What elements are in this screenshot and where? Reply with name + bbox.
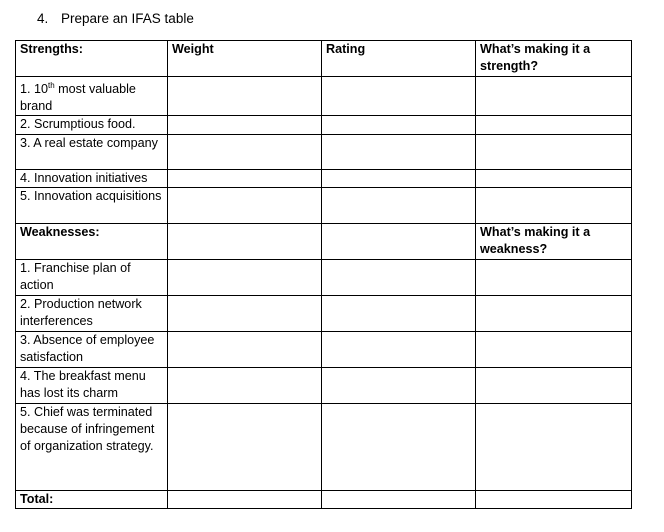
rating-cell[interactable] — [322, 224, 476, 260]
weakness-item-3: 3. Absence of employee satisfaction — [16, 332, 168, 368]
header-rating: Rating — [322, 41, 476, 77]
rating-cell[interactable] — [322, 188, 476, 224]
rating-cell[interactable] — [322, 116, 476, 135]
rating-cell[interactable] — [322, 296, 476, 332]
rating-cell[interactable] — [322, 170, 476, 188]
table-row — [16, 188, 632, 224]
rating-cell[interactable] — [322, 368, 476, 404]
weakness-item-5: 5. Chief was terminated because of infringement of organization strategy. — [16, 404, 168, 491]
reason-cell[interactable] — [476, 135, 632, 170]
table-row — [16, 260, 632, 296]
strength-item-4: 4. Innovation initiatives — [16, 170, 168, 188]
rating-cell[interactable] — [322, 135, 476, 170]
weight-cell[interactable] — [168, 77, 322, 116]
rating-cell[interactable] — [322, 332, 476, 368]
reason-cell[interactable] — [476, 296, 632, 332]
strength-item-3: 3. A real estate company — [16, 135, 168, 170]
ifas-table — [15, 40, 632, 509]
weakness-item-1: 1. Franchise plan of action — [16, 260, 168, 296]
weight-cell[interactable] — [168, 170, 322, 188]
header-strengths: Strengths: — [16, 41, 168, 77]
table-row — [16, 332, 632, 368]
reason-cell[interactable] — [476, 77, 632, 116]
weakness-item-2: 2. Production network interferences — [16, 296, 168, 332]
header-weight: Weight — [168, 41, 322, 77]
header-strength-reason: What’s making it a strength? — [476, 41, 632, 77]
table-row — [16, 135, 632, 170]
weight-cell[interactable] — [168, 224, 322, 260]
reason-cell[interactable] — [476, 404, 632, 491]
weight-cell[interactable] — [168, 116, 322, 135]
weakness-item-4: 4. The breakfast menu has lost its charm — [16, 368, 168, 404]
weight-cell[interactable] — [168, 135, 322, 170]
weight-cell[interactable] — [168, 368, 322, 404]
reason-cell[interactable] — [476, 491, 632, 509]
heading-number: 4. — [37, 11, 49, 26]
strength-item-5: 5. Innovation acquisitions — [16, 188, 168, 224]
table-row — [16, 404, 632, 491]
header-row — [16, 41, 632, 77]
weight-cell[interactable] — [168, 296, 322, 332]
table-row — [16, 368, 632, 404]
rating-cell[interactable] — [322, 491, 476, 509]
reason-cell[interactable] — [476, 260, 632, 296]
total-row — [16, 491, 632, 509]
rating-cell[interactable] — [322, 77, 476, 116]
reason-cell[interactable] — [476, 332, 632, 368]
heading-text: Prepare an IFAS table — [61, 11, 194, 26]
weight-cell[interactable] — [168, 332, 322, 368]
table-row — [16, 296, 632, 332]
total-label: Total: — [16, 491, 168, 509]
weight-cell[interactable] — [168, 260, 322, 296]
weight-cell[interactable] — [168, 491, 322, 509]
reason-cell[interactable] — [476, 368, 632, 404]
rating-cell[interactable] — [322, 260, 476, 296]
section-heading — [37, 10, 194, 28]
table-row — [16, 116, 632, 135]
reason-cell[interactable] — [476, 170, 632, 188]
strength-item-1: 1. 10th most valuable brand — [16, 77, 168, 116]
header-weakness-reason: What’s making it a weakness? — [476, 224, 632, 260]
table-row — [16, 77, 632, 116]
weight-cell[interactable] — [168, 188, 322, 224]
table-row — [16, 170, 632, 188]
rating-cell[interactable] — [322, 404, 476, 491]
strength-item-2: 2. Scrumptious food. — [16, 116, 168, 135]
header-weaknesses: Weaknesses: — [16, 224, 168, 260]
weakness-header-row — [16, 224, 632, 260]
reason-cell[interactable] — [476, 116, 632, 135]
reason-cell[interactable] — [476, 188, 632, 224]
weight-cell[interactable] — [168, 404, 322, 491]
